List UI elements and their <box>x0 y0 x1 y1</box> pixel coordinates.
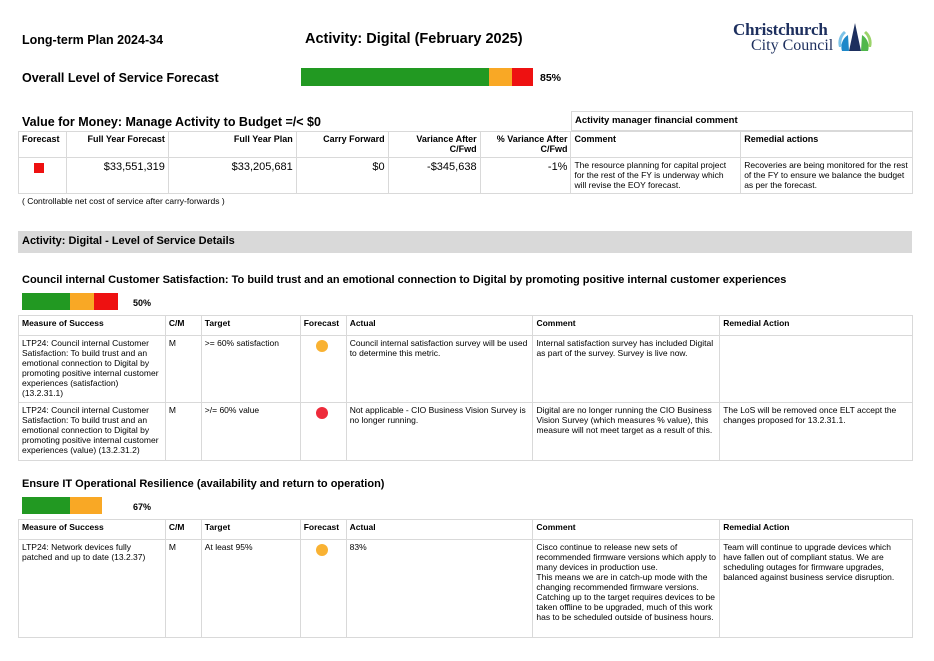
table-row <box>19 336 913 403</box>
bar-green <box>22 497 70 514</box>
pct-variance-value: -1% <box>480 158 571 194</box>
bar-red <box>512 68 533 86</box>
cm-cell: M <box>165 540 201 638</box>
cm-cell: M <box>165 403 201 461</box>
col-target: Target <box>201 316 300 336</box>
forecast-cell <box>300 336 346 403</box>
vfm-remedial: Recoveries are being monitored for the rest of the FY to ensure we balance the budget as per the forecast. <box>741 158 913 194</box>
section2-title: Ensure IT Operational Resilience (availability and return to operation) <box>22 478 385 490</box>
red-square-icon <box>34 163 44 173</box>
vfm-title: Value for Money: Manage Activity to Budget =/< $0 <box>22 115 321 129</box>
remedial-cell: Team will continue to upgrade devices which have fallen out of compliant status. We are scheduling outages for firmware upgrades, balanced against business service disruption. <box>720 540 913 638</box>
plan-title: Long-term Plan 2024-34 <box>22 33 164 47</box>
forecast-cell <box>300 540 346 638</box>
measure-cell: LTP24: Council internal Customer Satisfaction: To build trust and an emotional connection to Digital by promoting positive internal customer experiences (satisfaction) (13.2.31.1) <box>19 336 166 403</box>
section-band-title: Activity: Digital - Level of Service Details <box>22 235 235 247</box>
section2-bar <box>22 497 118 514</box>
section1-table <box>18 315 913 461</box>
actual-cell: 83% <box>346 540 533 638</box>
vfm-note: ( Controllable net cost of service after carry-forwards ) <box>22 196 225 206</box>
col-comment: Comment <box>571 132 741 158</box>
col-full-year-forecast: Full Year Forecast <box>66 132 168 158</box>
bar-red <box>94 293 118 310</box>
measure-cell: LTP24: Council internal Customer Satisfaction: To build trust and an emotional connection to Digital by promoting positive internal customer experiences (value) (13.2.31.2) <box>19 403 166 461</box>
col-cm: C/M <box>165 316 201 336</box>
col-forecast: Forecast <box>300 316 346 336</box>
status-dot-icon <box>316 407 328 419</box>
section1-percent: 50% <box>133 298 152 308</box>
bar-amber <box>70 293 94 310</box>
comment-cell: Internal satisfaction survey has included Digital as part of the survey. Survey is live now. <box>533 336 720 403</box>
table-row <box>19 403 913 461</box>
section1-bar <box>22 293 118 310</box>
forecast-cell <box>19 158 67 194</box>
section2-table <box>18 519 913 638</box>
measure-cell: LTP24: Network devices fully patched and up to date (13.2.37) <box>19 540 166 638</box>
table-row <box>19 540 913 638</box>
col-pct-variance: % Variance After C/Fwd <box>480 132 571 158</box>
bar-green <box>22 293 70 310</box>
col-measure: Measure of Success <box>19 316 166 336</box>
col-carry-forward: Carry Forward <box>296 132 388 158</box>
vfm-table <box>18 131 913 194</box>
section-band <box>18 231 912 253</box>
col-forecast: Forecast <box>300 520 346 540</box>
col-measure: Measure of Success <box>19 520 166 540</box>
status-dot-icon <box>316 340 328 352</box>
col-full-year-plan: Full Year Plan <box>168 132 296 158</box>
col-target: Target <box>201 520 300 540</box>
remedial-cell: The LoS will be removed once ELT accept the changes proposed for 13.2.31.1. <box>720 403 913 461</box>
remedial-cell <box>720 336 913 403</box>
status-dot-icon <box>316 544 328 556</box>
col-cm: C/M <box>165 520 201 540</box>
col-comment: Comment <box>533 316 720 336</box>
section1-title: Council internal Customer Satisfaction: To build trust and an emotional connection to Digital by promoting positive internal customer experiences <box>22 274 787 286</box>
council-logo <box>733 20 873 60</box>
actual-cell: Not applicable - CIO Business Vision Survey is no longer running. <box>346 403 533 461</box>
col-remedial: Remedial Action <box>720 520 913 540</box>
logo-line2: City Council <box>751 37 834 54</box>
overall-percent: 85% <box>540 72 562 84</box>
activity-title: Activity: Digital (February 2025) <box>305 31 523 47</box>
logo-line1: Christchurch <box>733 20 828 39</box>
bar-amber <box>70 497 102 514</box>
col-remedial: Remedial actions <box>741 132 913 158</box>
comment-cell: Digital are no longer running the CIO Business Vision Survey (which measures % value), this measure will not meet target as a result of this. <box>533 403 720 461</box>
variance-value: -$345,638 <box>388 158 480 194</box>
cm-cell: M <box>165 336 201 403</box>
target-cell: >/= 60% value <box>201 403 300 461</box>
overall-forecast-bar <box>301 68 533 86</box>
comment-cell: Cisco continue to release new sets of recommended firmware versions which apply to many devices in production use. This means we are in catch-up mode with the changing recommended firmware versions. Catching up to the target requires devices to be taken offline to be upgraded, much of this work has to be scheduled outside of business hours. <box>533 540 720 638</box>
full-year-forecast-value: $33,551,319 <box>66 158 168 194</box>
financial-comment-header: Activity manager financial comment <box>571 111 913 131</box>
forecast-cell <box>300 403 346 461</box>
col-variance: Variance After C/Fwd <box>388 132 480 158</box>
bar-green <box>301 68 489 86</box>
target-cell: >= 60% satisfaction <box>201 336 300 403</box>
col-remedial: Remedial Action <box>720 316 913 336</box>
col-forecast: Forecast <box>19 132 67 158</box>
col-actual: Actual <box>346 520 533 540</box>
target-cell: At least 95% <box>201 540 300 638</box>
col-comment: Comment <box>533 520 720 540</box>
section2-percent: 67% <box>133 502 152 512</box>
col-actual: Actual <box>346 316 533 336</box>
bar-amber <box>489 68 512 86</box>
actual-cell: Council internal satisfaction survey will be used to determine this metric. <box>346 336 533 403</box>
full-year-plan-value: $33,205,681 <box>168 158 296 194</box>
vfm-comment: The resource planning for capital project for the rest of the FY is underway which will revise the EOY forecast. <box>571 158 741 194</box>
carry-forward-value: $0 <box>296 158 388 194</box>
overall-forecast-label: Overall Level of Service Forecast <box>22 71 219 85</box>
cathedral-icon <box>838 21 872 55</box>
